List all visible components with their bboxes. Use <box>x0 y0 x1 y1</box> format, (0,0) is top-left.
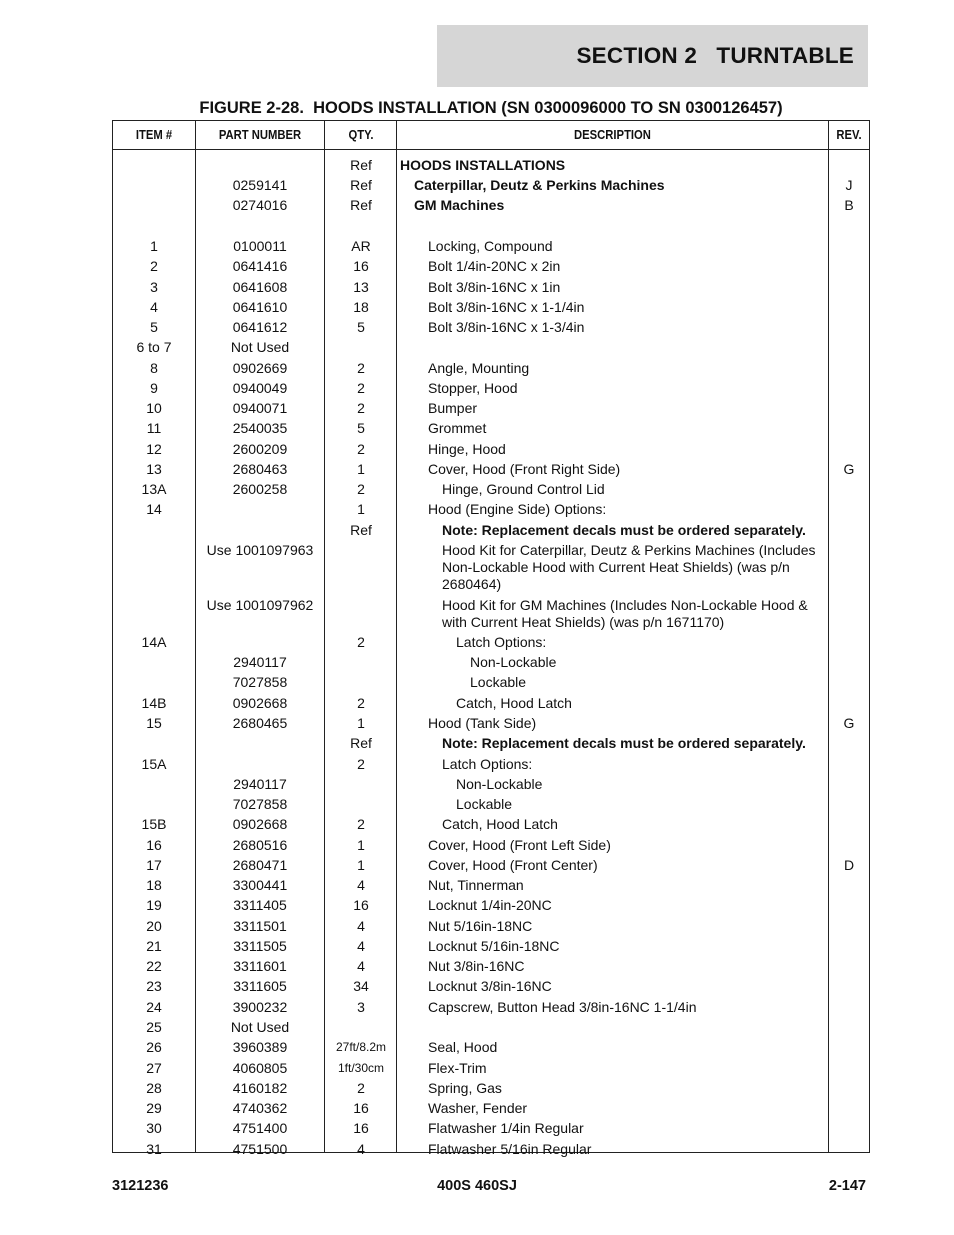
quantity: 1 <box>357 715 365 731</box>
description: Stopper, Hood <box>428 380 518 396</box>
table-row <box>113 339 869 356</box>
quantity: 16 <box>353 1100 369 1116</box>
description: Lockable <box>456 796 513 812</box>
table-row <box>113 380 869 397</box>
item-number: 24 <box>146 999 162 1015</box>
quantity: 1 <box>357 461 365 477</box>
part-number: 3900232 <box>232 999 288 1015</box>
description: Hood (Engine Side) Options: <box>428 501 607 517</box>
quantity: 1 <box>357 837 365 853</box>
item-number: 8 <box>150 360 158 376</box>
revision: J <box>845 177 853 193</box>
description: Bolt 3/8in-16NC x 1in <box>428 279 561 295</box>
table-row <box>113 238 869 255</box>
description: HOODS INSTALLATIONS <box>400 157 566 173</box>
revision: G <box>843 715 855 731</box>
part-number: 3311505 <box>233 938 287 954</box>
item-number: 13 <box>146 461 162 477</box>
section-header <box>437 25 868 87</box>
description: Note: Replacement decals must be ordered separately. <box>442 522 806 538</box>
part-number: 0641416 <box>232 258 288 274</box>
section-title: SECTION 2 TURNTABLE <box>576 43 854 68</box>
table-row <box>113 654 869 671</box>
quantity: 4 <box>357 918 365 934</box>
quantity: Ref <box>350 157 372 173</box>
item-number: 6 to 7 <box>136 339 172 355</box>
table-row <box>113 400 869 417</box>
quantity: 1 <box>357 501 365 517</box>
part-number: 2940117 <box>233 654 287 670</box>
quantity: 2 <box>357 756 365 772</box>
table-row <box>113 999 869 1016</box>
table-row <box>113 897 869 914</box>
part-number: 0902669 <box>232 360 288 376</box>
quantity: 4 <box>357 877 365 893</box>
header-part-number: PART NUMBER <box>218 128 302 142</box>
description: Bolt 1/4in-20NC x 2in <box>428 258 561 274</box>
item-number: 18 <box>146 877 162 893</box>
table-row <box>113 1039 869 1056</box>
figure-title: FIGURE 2-28. HOODS INSTALLATION (SN 0300096000 TO SN 0300126457) <box>199 99 783 117</box>
item-number: 12 <box>146 441 162 457</box>
item-number: 5 <box>150 319 158 335</box>
part-number: 2680516 <box>232 837 288 853</box>
quantity: Ref <box>350 197 372 213</box>
quantity: 13 <box>353 279 369 295</box>
description: Lockable <box>470 674 527 690</box>
table-row <box>113 695 869 712</box>
description: Note: Replacement decals must be ordered separately. <box>442 735 806 751</box>
item-number: 15B <box>141 816 167 832</box>
table-row <box>113 756 869 773</box>
part-number: Use 1001097963 <box>206 542 314 558</box>
table-row <box>113 857 869 874</box>
table-row <box>113 1060 869 1077</box>
table-row <box>113 481 869 498</box>
item-number: 19 <box>146 897 162 913</box>
description: Latch Options: <box>456 634 547 650</box>
description: Bolt 3/8in-16NC x 1-3/4in <box>428 319 585 335</box>
item-number: 10 <box>146 400 162 416</box>
quantity: 2 <box>357 695 365 711</box>
table-row <box>113 177 869 194</box>
quantity: 2 <box>357 400 365 416</box>
part-number: 3311601 <box>233 958 287 974</box>
part-number: 3311501 <box>233 918 287 934</box>
description: Locking, Compound <box>428 238 553 254</box>
quantity: 1 <box>357 857 365 873</box>
item-number: 30 <box>146 1120 162 1136</box>
revision: D <box>843 857 855 873</box>
table-row <box>113 1019 869 1036</box>
table-row <box>113 1120 869 1137</box>
description: Grommet <box>428 420 487 436</box>
quantity: 16 <box>353 897 369 913</box>
revision: B <box>844 197 854 213</box>
item-number: 28 <box>146 1080 162 1096</box>
table-row <box>113 542 869 593</box>
item-number: 13A <box>141 481 167 497</box>
item-number: 15 <box>146 715 162 731</box>
quantity: 3 <box>357 999 365 1015</box>
description: Latch Options: <box>442 756 533 772</box>
part-number: 0902668 <box>232 816 288 832</box>
description: Caterpillar, Deutz & Perkins Machines <box>414 177 665 193</box>
table-header-row <box>113 121 869 150</box>
part-number: Not Used <box>230 1019 290 1035</box>
item-number: 14 <box>146 501 162 517</box>
quantity: Ref <box>350 735 372 751</box>
part-number: 0641610 <box>232 299 288 315</box>
table-row <box>113 441 869 458</box>
quantity: 34 <box>353 978 369 994</box>
quantity: 2 <box>357 816 365 832</box>
part-number: 2600209 <box>232 441 288 457</box>
table-row <box>113 279 869 296</box>
description: Catch, Hood Latch <box>456 695 572 711</box>
part-number: 4751500 <box>232 1141 288 1157</box>
description: Hinge, Ground Control Lid <box>442 481 605 497</box>
quantity: 4 <box>357 958 365 974</box>
table-row <box>113 837 869 854</box>
part-number: 2680471 <box>232 857 288 873</box>
header-qty: QTY. <box>348 128 374 142</box>
quantity: 5 <box>357 319 365 335</box>
part-number: 7027858 <box>232 674 288 690</box>
quantity: 27ft/8.2m <box>335 1040 387 1054</box>
item-number: 4 <box>150 299 158 315</box>
description: Catch, Hood Latch <box>442 816 558 832</box>
item-number: 23 <box>146 978 162 994</box>
table-row <box>113 522 869 539</box>
table-row <box>113 735 869 752</box>
part-number: 0274016 <box>232 197 288 213</box>
part-number: 2540035 <box>232 420 288 436</box>
quantity: 2 <box>357 380 365 396</box>
part-number: 3960389 <box>232 1039 288 1055</box>
quantity: 2 <box>357 634 365 650</box>
description: Bumper <box>428 400 478 416</box>
table-row <box>113 776 869 793</box>
table-row <box>113 461 869 478</box>
item-number: 15A <box>141 756 167 772</box>
quantity: 4 <box>357 938 365 954</box>
table-row <box>113 877 869 894</box>
item-number: 3 <box>150 279 158 295</box>
description: Hinge, Hood <box>428 441 506 457</box>
quantity: 2 <box>357 360 365 376</box>
table-row <box>113 1141 869 1158</box>
table-row <box>113 1100 869 1117</box>
part-number: 0641612 <box>232 319 288 335</box>
quantity: 4 <box>357 1141 365 1157</box>
quantity: 2 <box>357 481 365 497</box>
description: Capscrew, Button Head 3/8in-16NC 1-1/4in <box>428 999 697 1015</box>
quantity: 16 <box>353 258 369 274</box>
part-number: 4740362 <box>232 1100 288 1116</box>
table-row <box>113 918 869 935</box>
description: Locknut 5/16in-18NC <box>428 938 560 954</box>
description: Flex-Trim <box>428 1060 487 1076</box>
part-number: 2940117 <box>233 776 287 792</box>
quantity: 16 <box>353 1120 369 1136</box>
table-row <box>113 978 869 995</box>
description: Non-Lockable <box>456 776 543 792</box>
part-number: 3300441 <box>232 877 288 893</box>
part-number: 0641608 <box>232 279 288 295</box>
footer-doc-number: 3121236 <box>112 1178 169 1194</box>
description: Bolt 3/8in-16NC x 1-1/4in <box>428 299 585 315</box>
table-row <box>113 157 869 174</box>
part-number: 0259141 <box>232 177 288 193</box>
header-rev: REV. <box>836 128 862 142</box>
table-row <box>113 938 869 955</box>
part-number: 4160182 <box>232 1080 288 1096</box>
item-number: 27 <box>146 1060 162 1076</box>
header-description: DESCRIPTION <box>574 128 651 142</box>
item-number: 26 <box>146 1039 162 1055</box>
table-row <box>113 319 869 336</box>
part-number: 0100011 <box>233 238 287 254</box>
description: Flatwasher 5/16in Regular <box>428 1141 592 1157</box>
description: Hood (Tank Side) <box>428 715 537 731</box>
part-number: 2680465 <box>232 715 288 731</box>
item-number: 9 <box>150 380 158 396</box>
description: Washer, Fender <box>428 1100 528 1116</box>
part-number: 7027858 <box>232 796 288 812</box>
description: Cover, Hood (Front Center) <box>428 857 598 873</box>
table-row <box>113 501 869 518</box>
description: Cover, Hood (Front Right Side) <box>428 461 621 477</box>
quantity: 2 <box>357 1080 365 1096</box>
item-number: 31 <box>146 1141 162 1157</box>
item-number: 20 <box>146 918 162 934</box>
description: Spring, Gas <box>428 1080 502 1096</box>
table-row <box>113 258 869 275</box>
table-row <box>113 360 869 377</box>
description: Flatwasher 1/4in Regular <box>428 1120 584 1136</box>
part-number: 0940049 <box>232 380 288 396</box>
table-row <box>113 958 869 975</box>
quantity: Ref <box>350 522 372 538</box>
item-number: 14A <box>141 634 167 650</box>
item-number: 22 <box>146 958 162 974</box>
description: Locknut 1/4in-20NC <box>428 897 552 913</box>
revision: G <box>843 461 855 477</box>
table-row <box>113 634 869 651</box>
part-number: 2680463 <box>232 461 288 477</box>
parts-table <box>112 120 870 1157</box>
table-row <box>113 715 869 732</box>
description: Cover, Hood (Front Left Side) <box>428 837 611 853</box>
footer-page-number: 2-147 <box>828 1178 866 1194</box>
part-number: Use 1001097962 <box>206 597 314 613</box>
quantity: 18 <box>353 299 369 315</box>
item-number: 11 <box>146 420 162 436</box>
description: Nut 5/16in-18NC <box>428 918 533 934</box>
table-row <box>113 420 869 437</box>
part-number: 3311405 <box>233 897 287 913</box>
part-number: 2600258 <box>232 481 288 497</box>
quantity: 2 <box>357 441 365 457</box>
table-row <box>113 674 869 691</box>
table-row <box>113 197 869 214</box>
description: Seal, Hood <box>428 1039 498 1055</box>
description: Non-Lockable <box>470 654 557 670</box>
item-number: 16 <box>146 837 162 853</box>
part-number: Not Used <box>230 339 290 355</box>
quantity: 5 <box>357 420 365 436</box>
footer-model: 400S 460SJ <box>437 1178 517 1194</box>
table-row <box>113 816 869 833</box>
item-number: 29 <box>146 1100 162 1116</box>
item-number: 1 <box>150 238 158 254</box>
table-row <box>113 597 869 631</box>
part-number: 3311605 <box>233 978 287 994</box>
description: GM Machines <box>414 197 505 213</box>
description: Nut 3/8in-16NC <box>428 958 525 974</box>
item-number: 14B <box>141 695 167 711</box>
description: Hood Kit for GM Machines (Includes Non-Lockable Hood & with Current Heat Shields) (was p/n 1671170) <box>442 597 808 630</box>
quantity: Ref <box>350 177 372 193</box>
part-number: 4751400 <box>232 1120 288 1136</box>
table-row <box>113 1080 869 1097</box>
part-number: 0940071 <box>232 400 288 416</box>
item-number: 17 <box>146 857 162 873</box>
table-row <box>113 796 869 813</box>
quantity: 1ft/30cm <box>337 1061 385 1075</box>
description: Nut, Tinnerman <box>428 877 524 893</box>
quantity: AR <box>351 238 371 254</box>
description: Locknut 3/8in-16NC <box>428 978 552 994</box>
description: Hood Kit for Caterpillar, Deutz & Perkins Machines (Includes Non-Lockable Hood with Current Heat Shields) (was p/n 2680464) <box>442 542 816 592</box>
part-number: 0902668 <box>232 695 288 711</box>
table-row <box>113 299 869 316</box>
header-item: ITEM # <box>135 128 173 142</box>
part-number: 4060805 <box>232 1060 288 1076</box>
description: Angle, Mounting <box>428 360 530 376</box>
item-number: 21 <box>146 938 162 954</box>
item-number: 25 <box>146 1019 162 1035</box>
item-number: 2 <box>150 258 158 274</box>
